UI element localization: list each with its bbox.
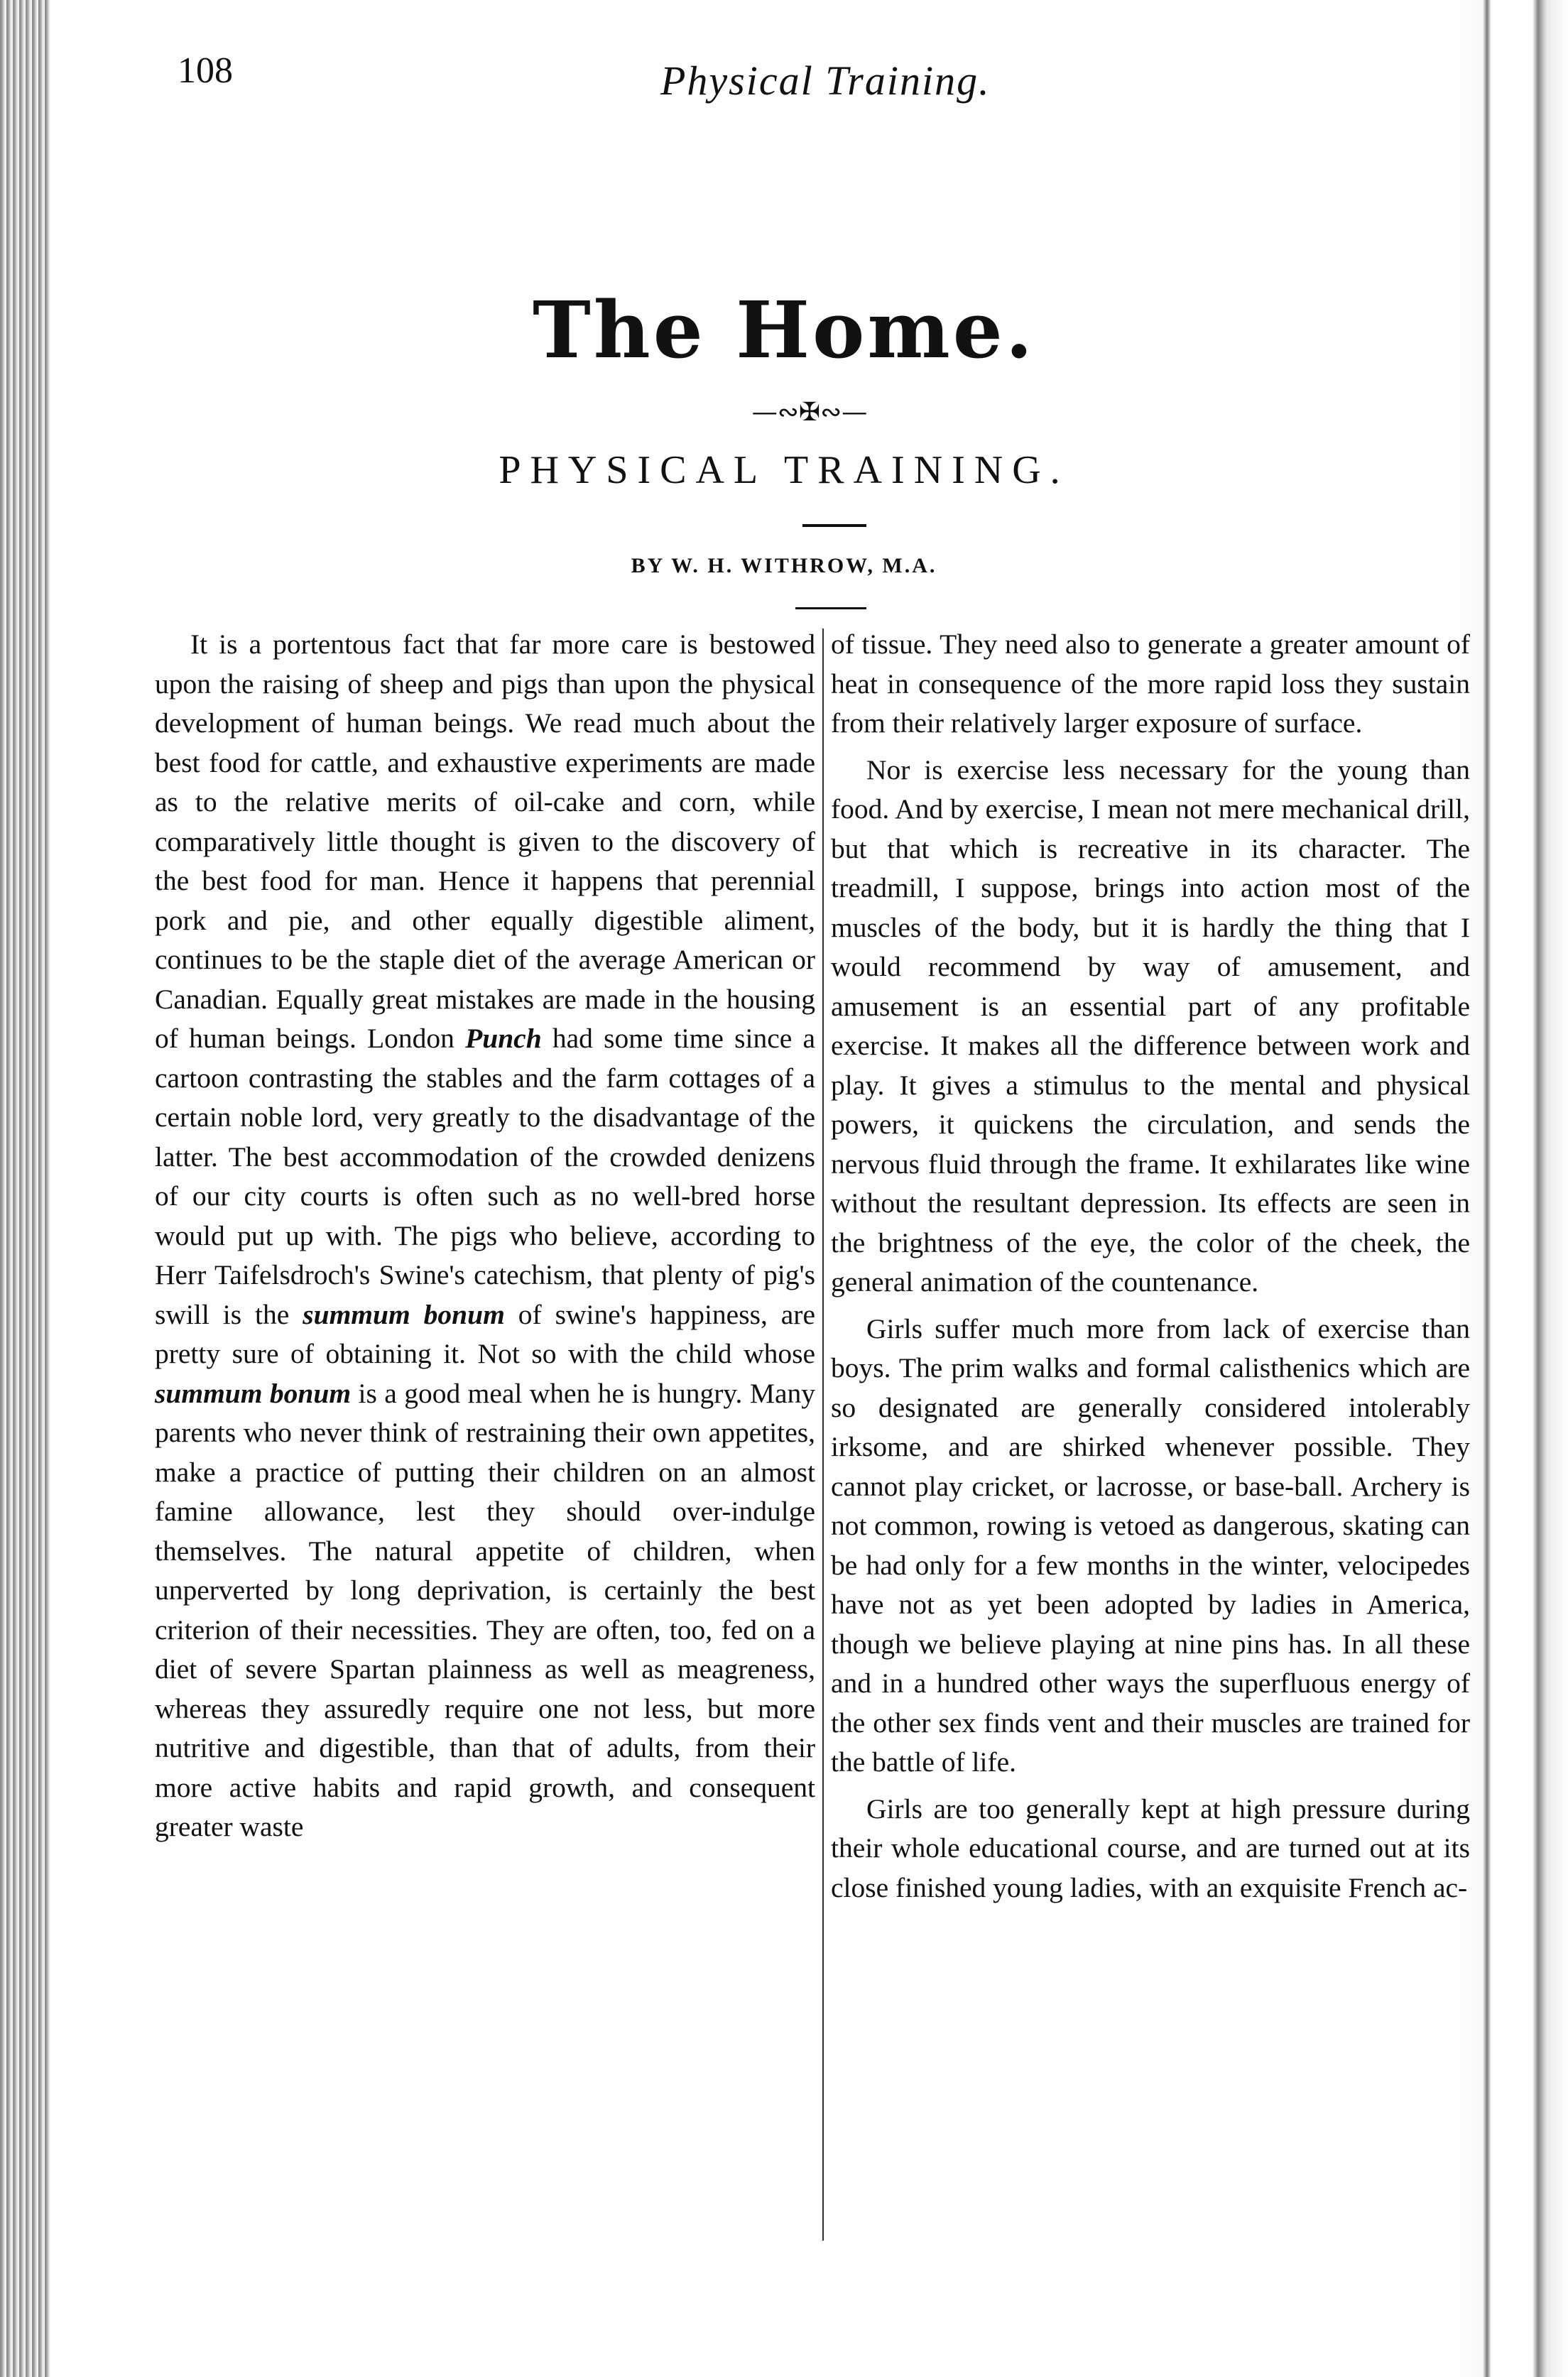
byline-rule [795, 607, 866, 609]
section-title: The Home. [532, 284, 1036, 376]
paragraph: Girls suffer much more from lack of exercise than boys. The prim walks and formal calisthenics which are so designated are generally considered intolerably irksome, and are shirked whenever possible. They cannot play cricket, or lacrosse, or base-ball. Archery is not common, rowing is vetoed as dangerous, skating can be had only for a few months in the winter, velocipedes have not as yet been adopted by ladies in America, though we believe playing at nine pins has. In all these and in a hundred other ways the superfluous energy of the other sex finds vent and their muscles are trained for the battle of life. [831, 1312, 1470, 1778]
text-run: It is a portentous fact that far more care is bestowed upon the raising of sheep and pigs than upon the physical development of human beings. We read much about the best food for cattle, and exhaustive experiments are made as to the relative merits of oil-cake and corn, while comparatively little thought is given to the discovery of the best food for man. Hence it happens that perennial pork and pie, and other equally digestible aliment, continues to be the staple diet of the average American or Canadian. Equally great mistakes are made in the housing of human beings. London [155, 629, 815, 1054]
paragraph [155, 625, 815, 1847]
running-head: Physical Training. [660, 58, 991, 104]
column-divider [822, 629, 824, 2241]
byline: BY W. H. WITHROW, M.A. [631, 554, 937, 577]
text-run: of swine's happiness, are pretty sure of obtaining it. Not so with the child whose [155, 1298, 815, 1369]
right-column [831, 625, 1470, 2258]
italic-term: summum bonum [303, 1298, 505, 1330]
italic-term: summum bonum [155, 1377, 352, 1409]
paragraph: of tissue. They need also to generate a greater amount of heat in consequence of the more rapid loss they sustain from their relatively larger exposure of surface. [831, 629, 1470, 739]
left-column [155, 625, 815, 2258]
article-title: PHYSICAL TRAINING. [499, 448, 1069, 492]
text-run: had some time since a cartoon contrasting the stables and the farm cottages of a certain noble lord, very greatly to the disadvantage of the latter. The best accommodation of the crowded denizens of our city courts is often such as no well-bred horse would put up with. The pigs who believe, according to Herr Taifelsdroch's Swine's catechism, that plenty of pig's swill is the [155, 1023, 816, 1330]
text-run: is a good meal when he is hungry. Many parents who never think of restraining their own appetites, make a practice of putting their children on an almost famine allowance, lest they should over-indulge themselves. The natural appetite of children, when unperverted by long deprivation, is certainly the best criterion of their necessities. They are often, too, fed on a diet of severe Spartan plainness as well as meagreness, whereas they assuredly require one not less, but more nutritive and digestible, than that of adults, from their more active habits and rapid growth, and consequent greater waste [155, 1377, 815, 1842]
italic-term: Punch [465, 1023, 542, 1054]
ornament-divider: —∾✠∾— [751, 398, 868, 427]
page-header [178, 50, 1385, 121]
page-number: 108 [178, 50, 233, 91]
title-rule [802, 524, 866, 527]
paragraph: Nor is exercise less necessary for the young than food. And by exercise, I mean not mere mechanical drill, but that which is recreative in its character. The treadmill, I suppose, brings into action most of the muscles of the body, but it is hardly the thing that I would recommend by way of amusement, and amusement is an essential part of any profitable exercise. It makes all the difference between work and play. It gives a stimulus to the mental and physical powers, it quickens the circulation, and sends the nervous fluid through the frame. It exhilarates like wine without the resultant depression. Its effects are seen in the brightness of the eye, the color of the cheek, the general animation of the countenance. [831, 754, 1470, 1298]
paragraph: Girls are too generally kept at high pressure during their whole educational course, and are turned out at its close finished young ladies, with an exquisite French ac- [831, 1793, 1470, 1903]
